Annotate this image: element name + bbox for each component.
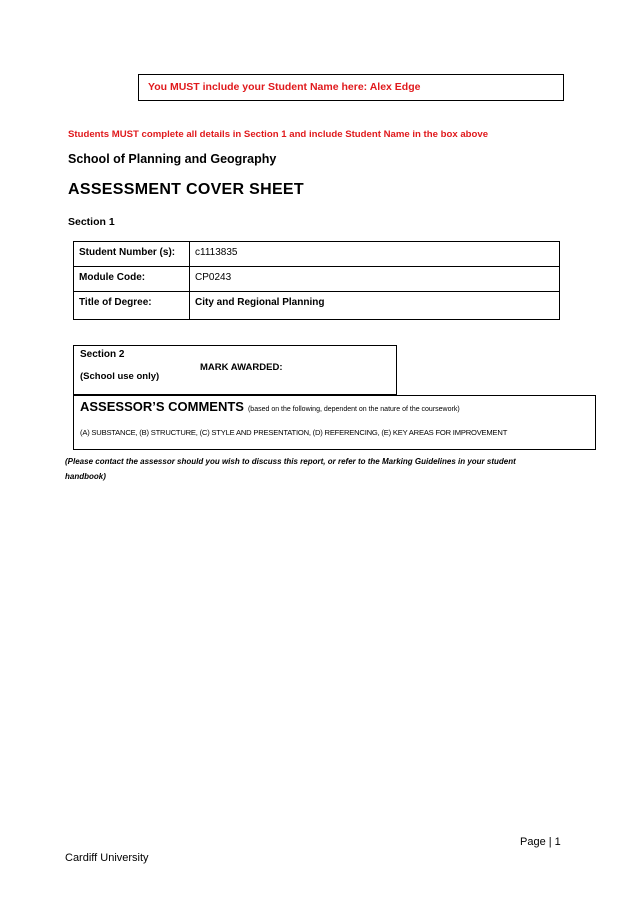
assessment-areas: (A) SUBSTANCE, (B) STRUCTURE, (C) STYLE AND PRESENTATION, (D) REFERENCING, (E) KEY AREAS FOR IMPROVEMENT — [80, 428, 508, 437]
module-code-value: CP0243 — [190, 267, 560, 292]
mark-awarded-label: MARK AWARDED: — [200, 362, 283, 373]
module-code-label: Module Code: — [74, 267, 190, 292]
section1-table — [73, 241, 560, 320]
footer-institution: Cardiff University — [65, 852, 149, 864]
assessor-comments-title: ASSESSOR’S COMMENTS — [80, 399, 244, 414]
section2-box — [73, 345, 397, 395]
student-number-value: c1113835 — [190, 242, 560, 267]
student-name-notice: You MUST include your Student Name here: Alex Edge — [148, 81, 421, 93]
degree-title-label: Title of Degree: — [74, 292, 190, 320]
assessor-comments-note: (based on the following, dependent on the nature of the coursework) — [247, 406, 460, 413]
table-row — [74, 267, 560, 292]
student-number-label: Student Number (s): — [74, 242, 190, 267]
section1-heading: Section 1 — [68, 216, 115, 228]
page-number: Page | 1 — [520, 836, 561, 848]
assessor-comments-box — [73, 395, 596, 450]
assessor-comments-heading — [80, 399, 460, 414]
table-row — [74, 242, 560, 267]
section1-instruction: Students MUST complete all details in Section 1 and include Student Name in the box above — [68, 129, 489, 140]
section2-heading: Section 2 — [80, 349, 125, 360]
section2-school-use: (School use only) — [80, 371, 160, 382]
degree-title-value: City and Regional Planning — [190, 292, 560, 320]
contact-note: (Please contact the assessor should you wish to discuss this report, or refer to the Marking Guidelines in your student handbook) — [65, 457, 516, 481]
student-name-box — [138, 74, 564, 101]
page-title: ASSESSMENT COVER SHEET — [68, 181, 304, 198]
school-name: School of Planning and Geography — [68, 152, 277, 166]
table-row — [74, 292, 560, 320]
